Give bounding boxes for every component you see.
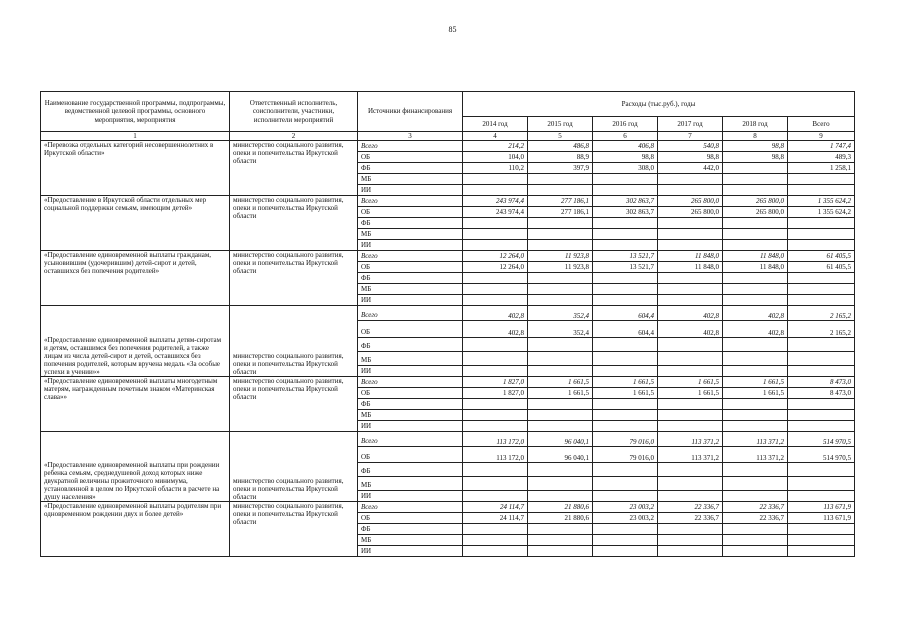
year-amount [463, 185, 528, 196]
responsible-executor: министерство социального развития, опеки и попечительства Иркутской области [230, 432, 358, 502]
funding-source: МБ [358, 410, 463, 421]
year-amount [528, 524, 593, 535]
year-amount: 265 800,0 [723, 196, 788, 207]
year-amount: 12 264,0 [463, 262, 528, 273]
year-amount [593, 273, 658, 284]
column-index: 9 [788, 132, 855, 141]
year-amount [463, 535, 528, 546]
year-amount: 11 848,0 [658, 262, 723, 273]
year-amount: 243 974,4 [463, 207, 528, 218]
funding-source: МБ [358, 352, 463, 366]
year-amount [463, 295, 528, 306]
funding-source: Всего [358, 502, 463, 513]
year-amount [723, 185, 788, 196]
year-amount [463, 399, 528, 410]
year-amount [723, 338, 788, 352]
year-amount: 98,8 [658, 152, 723, 163]
year-amount: 96 040,1 [528, 447, 593, 463]
header-year: 2017 год [658, 117, 723, 132]
year-amount: 113 172,0 [463, 447, 528, 463]
column-index: 1 [41, 132, 230, 141]
year-amount [723, 463, 788, 477]
total-amount [788, 352, 855, 366]
funding-source: ФБ [358, 218, 463, 229]
year-amount [528, 284, 593, 295]
year-amount [463, 218, 528, 229]
header-total: Всего [788, 117, 855, 132]
table-row [41, 196, 855, 207]
year-amount: 110,2 [463, 163, 528, 174]
year-amount: 1 661,5 [528, 377, 593, 388]
responsible-executor: министерство социального развития, опеки и попечительства Иркутской области [230, 306, 358, 377]
year-amount [658, 174, 723, 185]
year-amount: 11 848,0 [723, 251, 788, 262]
year-amount [723, 524, 788, 535]
year-amount: 113 371,2 [723, 447, 788, 463]
year-amount [723, 491, 788, 502]
total-amount [788, 399, 855, 410]
year-amount [723, 284, 788, 295]
year-amount: 22 336,7 [658, 513, 723, 524]
year-amount [593, 284, 658, 295]
column-index: 3 [358, 132, 463, 141]
total-amount [788, 421, 855, 432]
year-amount: 1 661,5 [723, 388, 788, 399]
year-amount: 1 661,5 [658, 388, 723, 399]
total-amount [788, 524, 855, 535]
total-amount [788, 218, 855, 229]
year-amount: 402,8 [658, 321, 723, 338]
year-amount [463, 338, 528, 352]
total-amount [788, 463, 855, 477]
total-amount [788, 284, 855, 295]
total-amount [788, 273, 855, 284]
year-amount [723, 240, 788, 251]
total-amount: 113 671,9 [788, 502, 855, 513]
year-amount: 442,0 [658, 163, 723, 174]
funding-source: ФБ [358, 524, 463, 535]
funding-source: МБ [358, 174, 463, 185]
year-amount [528, 174, 593, 185]
year-amount: 24 114,7 [463, 513, 528, 524]
table-row [41, 306, 855, 321]
funding-source: Всего [358, 377, 463, 388]
year-amount: 402,8 [723, 321, 788, 338]
year-amount [528, 546, 593, 557]
year-amount [723, 421, 788, 432]
year-amount [528, 273, 593, 284]
total-amount: 113 671,9 [788, 513, 855, 524]
funding-source: ИИ [358, 295, 463, 306]
year-amount: 265 800,0 [658, 196, 723, 207]
year-amount: 11 923,8 [528, 262, 593, 273]
funding-source: ИИ [358, 421, 463, 432]
year-amount [463, 273, 528, 284]
year-amount: 13 521,7 [593, 251, 658, 262]
funding-source: МБ [358, 535, 463, 546]
year-amount [723, 535, 788, 546]
year-amount [658, 410, 723, 421]
year-amount [593, 463, 658, 477]
table-body [41, 141, 855, 557]
year-amount [528, 366, 593, 377]
year-amount: 88,9 [528, 152, 593, 163]
measure-name: «Предоставление единовременной выплаты родителям при одновременном рождении двух и более детей» [41, 502, 230, 557]
year-amount: 397,9 [528, 163, 593, 174]
funding-source: ИИ [358, 491, 463, 502]
year-amount [658, 399, 723, 410]
year-amount [593, 524, 658, 535]
funding-source: ОБ [358, 207, 463, 218]
total-amount [788, 477, 855, 491]
budget-table [40, 91, 855, 557]
year-amount [593, 240, 658, 251]
year-amount: 22 336,7 [723, 513, 788, 524]
year-amount: 11 848,0 [723, 262, 788, 273]
funding-source: ФБ [358, 273, 463, 284]
funding-source: ФБ [358, 163, 463, 174]
year-amount: 277 186,1 [528, 207, 593, 218]
total-amount [788, 546, 855, 557]
year-amount [593, 410, 658, 421]
year-amount [723, 273, 788, 284]
funding-source: МБ [358, 284, 463, 295]
year-amount [658, 229, 723, 240]
year-amount [463, 463, 528, 477]
year-amount: 23 003,2 [593, 502, 658, 513]
year-amount [658, 524, 723, 535]
page-number: 85 [448, 25, 457, 34]
funding-source: ОБ [358, 513, 463, 524]
year-amount [658, 421, 723, 432]
year-amount [723, 399, 788, 410]
total-amount [788, 185, 855, 196]
header-expenses: Расходы (тыс.руб.), годы [463, 92, 855, 117]
year-amount [463, 284, 528, 295]
year-amount [593, 546, 658, 557]
funding-source: Всего [358, 432, 463, 447]
year-amount: 113 172,0 [463, 432, 528, 447]
year-amount [593, 185, 658, 196]
responsible-executor: министерство социального развития, опеки и попечительства Иркутской области [230, 251, 358, 306]
header-year: 2015 год [528, 117, 593, 132]
header-measure-name: Наименование государственной программы, подпрограммы, ведомственной целевой программы, основного мероприятия, мероприятия [41, 92, 230, 132]
funding-source: МБ [358, 229, 463, 240]
funding-source: ИИ [358, 546, 463, 557]
year-amount [463, 410, 528, 421]
total-amount [788, 240, 855, 251]
year-amount [463, 229, 528, 240]
column-index: 4 [463, 132, 528, 141]
year-amount: 486,8 [528, 141, 593, 152]
total-amount [788, 491, 855, 502]
year-amount [528, 535, 593, 546]
total-amount: 1 355 624,2 [788, 196, 855, 207]
year-amount [463, 240, 528, 251]
year-amount [723, 295, 788, 306]
year-amount: 604,4 [593, 306, 658, 321]
year-amount [658, 352, 723, 366]
year-amount [528, 477, 593, 491]
measure-name: «Предоставление единовременной выплаты при рождении ребенка семьям, среднедушевой доход которых ниже двукратной величины прожиточного минимума, установленной в целом по Иркутской области в расчете на душу населения» [41, 432, 230, 502]
year-amount: 113 371,2 [658, 432, 723, 447]
year-amount: 98,8 [723, 141, 788, 152]
year-amount [463, 421, 528, 432]
year-amount [658, 240, 723, 251]
total-amount [788, 410, 855, 421]
year-amount: 98,8 [593, 152, 658, 163]
funding-source: ИИ [358, 366, 463, 377]
table-row [41, 377, 855, 388]
year-amount: 98,8 [723, 152, 788, 163]
funding-source: ОБ [358, 447, 463, 463]
year-amount [463, 491, 528, 502]
year-amount [658, 338, 723, 352]
year-amount: 352,4 [528, 306, 593, 321]
year-amount: 214,2 [463, 141, 528, 152]
year-amount [593, 218, 658, 229]
year-amount [528, 218, 593, 229]
year-amount [593, 174, 658, 185]
total-amount: 8 473,0 [788, 377, 855, 388]
measure-name: «Предоставление единовременной выплаты гражданам, усыновившим (удочерившим) детей-сирот и детей, оставшихся без попечения родителей» [41, 251, 230, 306]
funding-source: ОБ [358, 262, 463, 273]
year-amount: 402,8 [658, 306, 723, 321]
total-amount: 514 970,5 [788, 447, 855, 463]
year-amount [593, 352, 658, 366]
year-amount [593, 421, 658, 432]
year-amount: 22 336,7 [723, 502, 788, 513]
year-amount: 1 827,0 [463, 377, 528, 388]
header-year: 2014 год [463, 117, 528, 132]
year-amount: 113 371,2 [658, 447, 723, 463]
column-index: 2 [230, 132, 358, 141]
year-amount [528, 463, 593, 477]
year-amount [658, 284, 723, 295]
total-amount: 61 405,5 [788, 262, 855, 273]
year-amount: 113 371,2 [723, 432, 788, 447]
year-amount [528, 240, 593, 251]
measure-name: «Предоставление единовременной выплаты многодетным матерям, награжденным почетным знаком «Материнская слава»» [41, 377, 230, 432]
year-amount: 12 264,0 [463, 251, 528, 262]
year-amount: 96 040,1 [528, 432, 593, 447]
table-row [41, 432, 855, 447]
year-amount: 308,0 [593, 163, 658, 174]
year-amount [723, 410, 788, 421]
year-amount [593, 491, 658, 502]
year-amount: 1 661,5 [593, 377, 658, 388]
year-amount [658, 366, 723, 377]
total-amount: 2 165,2 [788, 321, 855, 338]
responsible-executor: министерство социального развития, опеки и попечительства Иркутской области [230, 377, 358, 432]
year-amount: 79 016,0 [593, 447, 658, 463]
year-amount [463, 366, 528, 377]
funding-source: ИИ [358, 185, 463, 196]
year-amount: 11 923,8 [528, 251, 593, 262]
measure-name: «Предоставление единовременной выплаты детям-сиротам и детям, оставшимся без попечения родителей, а также лицам из числа детей-сирот и детей, оставшихся без попечения родителей, которым вручена медаль «За особые успехи в учении»» [41, 306, 230, 377]
year-amount [463, 174, 528, 185]
measure-name: «Перевозка отдельных категорий несовершеннолетних в Иркутской области» [41, 141, 230, 196]
header-responsible: Ответственный исполнитель, соисполнители, участники, исполнители мероприятий [230, 92, 358, 132]
header-year: 2016 год [593, 117, 658, 132]
year-amount: 79 016,0 [593, 432, 658, 447]
year-amount [593, 535, 658, 546]
table-row [41, 141, 855, 152]
total-amount: 61 405,5 [788, 251, 855, 262]
year-amount [723, 229, 788, 240]
year-amount: 265 800,0 [658, 207, 723, 218]
year-amount: 1 827,0 [463, 388, 528, 399]
year-amount: 540,8 [658, 141, 723, 152]
year-amount: 604,4 [593, 321, 658, 338]
year-amount [658, 546, 723, 557]
year-amount [658, 535, 723, 546]
year-amount [593, 229, 658, 240]
column-index: 8 [723, 132, 788, 141]
year-amount: 352,4 [528, 321, 593, 338]
year-amount [528, 352, 593, 366]
year-amount [658, 477, 723, 491]
total-amount [788, 174, 855, 185]
total-amount [788, 338, 855, 352]
year-amount: 11 848,0 [658, 251, 723, 262]
total-amount: 1 355 624,2 [788, 207, 855, 218]
year-amount: 1 661,5 [528, 388, 593, 399]
total-amount [788, 229, 855, 240]
year-amount [723, 546, 788, 557]
table-row [41, 502, 855, 513]
year-amount: 265 800,0 [723, 207, 788, 218]
measure-name: «Предоставление в Иркутской области отдельных мер социальной поддержки семьям, имеющим детей» [41, 196, 230, 251]
funding-source: ФБ [358, 399, 463, 410]
year-amount [528, 229, 593, 240]
table-row [41, 251, 855, 262]
year-amount: 406,8 [593, 141, 658, 152]
year-amount [528, 338, 593, 352]
year-amount [593, 338, 658, 352]
year-amount [723, 218, 788, 229]
year-amount: 23 003,2 [593, 513, 658, 524]
year-amount [723, 163, 788, 174]
funding-source: ФБ [358, 463, 463, 477]
funding-source: ОБ [358, 152, 463, 163]
column-index: 6 [593, 132, 658, 141]
year-amount [723, 352, 788, 366]
year-amount: 1 661,5 [723, 377, 788, 388]
funding-source: ОБ [358, 321, 463, 338]
funding-source: Всего [358, 196, 463, 207]
total-amount: 8 473,0 [788, 388, 855, 399]
year-amount [593, 477, 658, 491]
header-funding-source: Источники финансирования [358, 92, 463, 132]
year-amount [658, 295, 723, 306]
year-amount [593, 399, 658, 410]
year-amount [658, 273, 723, 284]
year-amount: 1 661,5 [593, 388, 658, 399]
column-index: 5 [528, 132, 593, 141]
year-amount [528, 399, 593, 410]
year-amount [723, 477, 788, 491]
year-amount: 1 661,5 [658, 377, 723, 388]
year-amount: 21 880,6 [528, 502, 593, 513]
year-amount [528, 491, 593, 502]
funding-source: Всего [358, 306, 463, 321]
responsible-executor: министерство социального развития, опеки и попечительства Иркутской области [230, 502, 358, 557]
total-amount: 1 258,1 [788, 163, 855, 174]
responsible-executor: министерство социального развития, опеки и попечительства Иркутской области [230, 196, 358, 251]
year-amount [658, 185, 723, 196]
year-amount [658, 463, 723, 477]
funding-source: ОБ [358, 388, 463, 399]
year-amount [723, 174, 788, 185]
year-amount: 243 974,4 [463, 196, 528, 207]
total-amount: 514 970,5 [788, 432, 855, 447]
year-amount: 402,8 [463, 321, 528, 338]
header-year: 2018 год [723, 117, 788, 132]
year-amount [528, 185, 593, 196]
year-amount [528, 295, 593, 306]
year-amount [463, 546, 528, 557]
year-amount [723, 366, 788, 377]
funding-source: МБ [358, 477, 463, 491]
year-amount [593, 366, 658, 377]
responsible-executor: министерство социального развития, опеки и попечительства Иркутской области [230, 141, 358, 196]
year-amount: 22 336,7 [658, 502, 723, 513]
year-amount: 302 863,7 [593, 207, 658, 218]
funding-source: ИИ [358, 240, 463, 251]
total-amount: 489,3 [788, 152, 855, 163]
funding-source: Всего [358, 251, 463, 262]
year-amount: 302 863,7 [593, 196, 658, 207]
total-amount [788, 366, 855, 377]
year-amount: 13 521,7 [593, 262, 658, 273]
funding-source: Всего [358, 141, 463, 152]
year-amount: 402,8 [723, 306, 788, 321]
year-amount: 277 186,1 [528, 196, 593, 207]
year-amount [463, 352, 528, 366]
total-amount: 2 165,2 [788, 306, 855, 321]
year-amount [463, 524, 528, 535]
total-amount [788, 535, 855, 546]
year-amount [658, 218, 723, 229]
year-amount [463, 477, 528, 491]
year-amount: 21 880,6 [528, 513, 593, 524]
year-amount: 104,0 [463, 152, 528, 163]
year-amount [528, 421, 593, 432]
year-amount: 402,8 [463, 306, 528, 321]
total-amount [788, 295, 855, 306]
year-amount [658, 491, 723, 502]
funding-source: ФБ [358, 338, 463, 352]
year-amount [528, 410, 593, 421]
year-amount: 24 114,7 [463, 502, 528, 513]
year-amount [593, 295, 658, 306]
total-amount: 1 747,4 [788, 141, 855, 152]
column-index: 7 [658, 132, 723, 141]
